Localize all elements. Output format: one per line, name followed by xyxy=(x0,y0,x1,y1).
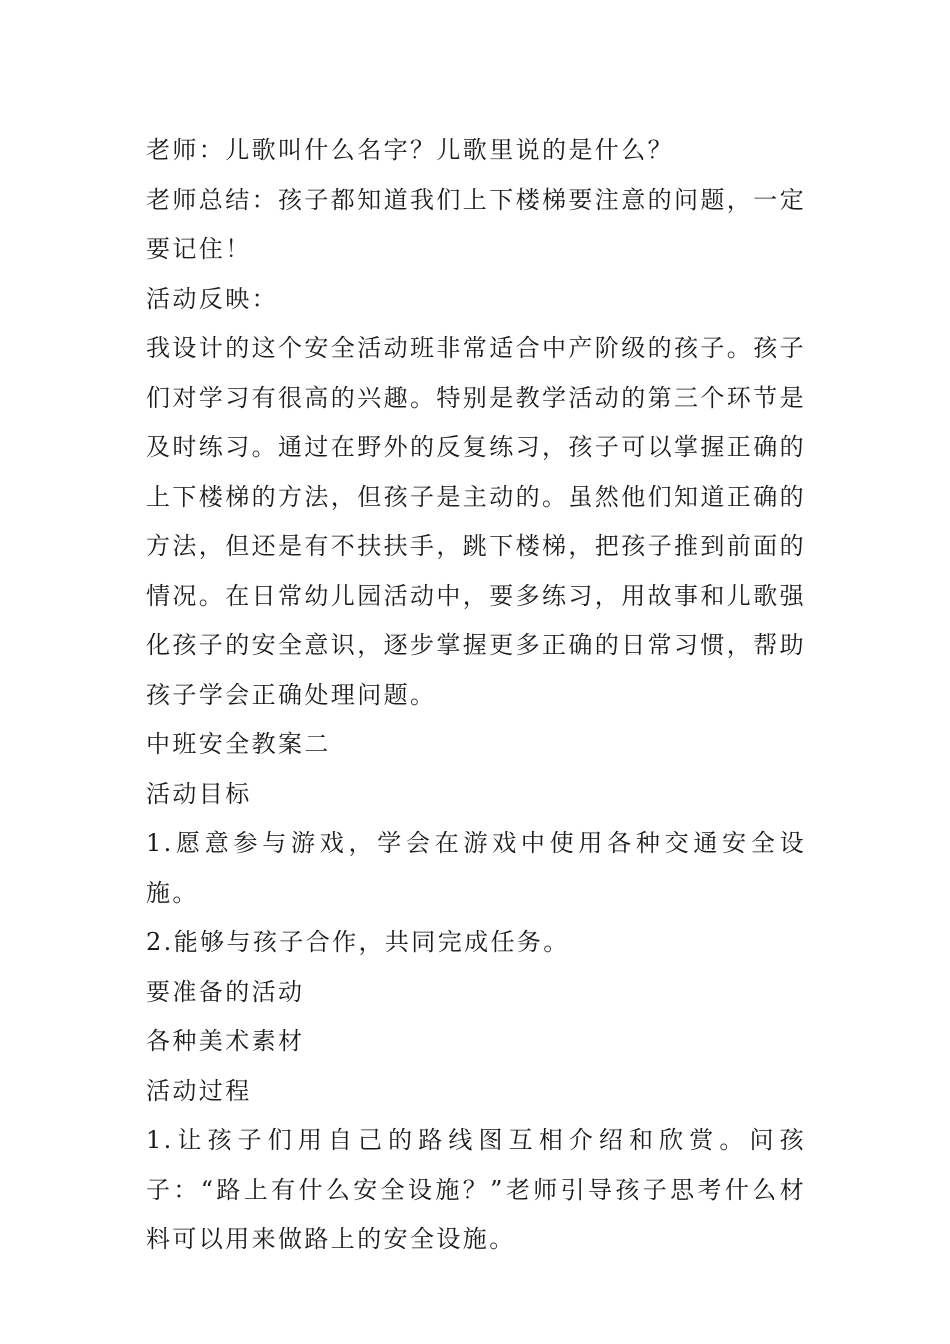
goal-item-2: 2.能够与孩子合作，共同完成任务。 xyxy=(146,928,570,956)
lesson-plan-title: 中班安全教案二 xyxy=(146,730,331,758)
dialogue-teacher-question: 老师：儿歌叫什么名字？儿歌里说的是什么？ xyxy=(146,136,674,164)
goal-item-1: 1.愿意参与游戏，学会在游戏中使用各种交通安全设施。 xyxy=(146,829,806,907)
section-heading-preparation: 要准备的活动 xyxy=(146,977,305,1006)
section-heading-activity-reflection: 活动反映： xyxy=(146,284,278,313)
reflection-paragraph: 我设计的这个安全活动班非常适合中产阶级的孩子。孩子们对学习有很高的兴趣。特别是教学活动的第三个环节是及时练习。通过在野外的反复练习，孩子可以掌握正确的上下楼梯的方法，但孩子是主动的。虽然他们知道正确的方法，但还是有不扶扶手，跳下楼梯，把孩子推到前面的情况。在日常幼儿园活动中，要多练习，用故事和儿歌强化孩子的安全意识，逐步掌握更多正确的日常习惯，帮助孩子学会正确处理问题。 xyxy=(146,334,806,709)
preparation-item: 各种美术素材 xyxy=(146,1027,305,1055)
teacher-summary: 老师总结：孩子都知道我们上下楼梯要注意的问题，一定要记住！ xyxy=(146,185,806,263)
section-heading-activity-process: 活动过程 xyxy=(146,1076,252,1105)
section-heading-activity-goals: 活动目标 xyxy=(146,779,252,808)
document-page xyxy=(146,126,806,1265)
process-step-1: 1.让孩子们用自己的路线图互相介绍和欣赏。问孩子：“路上有什么安全设施？”老师引导孩子思考什么材料可以用来做路上的安全设施。 xyxy=(146,1126,806,1253)
